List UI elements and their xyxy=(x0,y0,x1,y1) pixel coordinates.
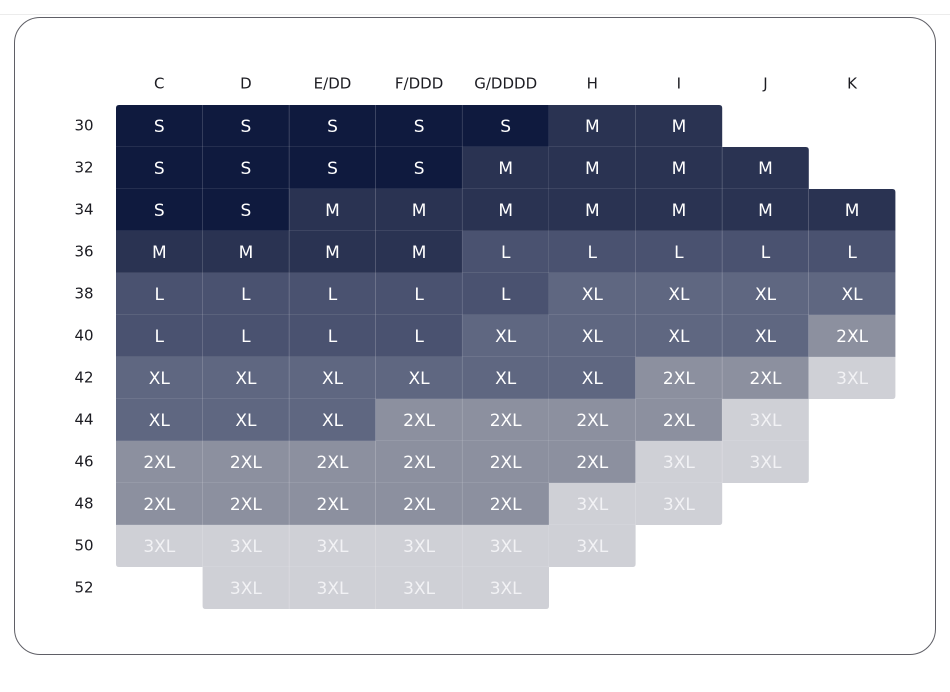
row-header-52: 52 xyxy=(74,578,94,597)
size-cell-46-d xyxy=(203,441,290,483)
size-cell-44-h xyxy=(549,399,636,441)
size-cell-30-h xyxy=(549,105,636,147)
size-cell-38-h xyxy=(549,273,636,315)
size-cell-40-k xyxy=(809,315,896,357)
size-cell-32-g-dddd xyxy=(462,147,549,189)
size-cell-label: 2XL xyxy=(403,453,436,473)
size-cell-label: 2XL xyxy=(489,453,522,473)
size-cell-label: M xyxy=(325,243,340,263)
size-cell-label: XL xyxy=(581,327,603,347)
size-cell-label: S xyxy=(327,117,338,137)
size-cell-label: XL xyxy=(581,369,603,389)
row-header-40: 40 xyxy=(74,326,94,345)
size-cell-label: XL xyxy=(321,411,344,431)
size-cell-44-f-ddd xyxy=(376,399,463,441)
size-cell-label: XL xyxy=(148,369,170,389)
size-cell-38-k xyxy=(809,273,896,315)
size-cell-label: S xyxy=(500,117,512,137)
size-cell-label: XL xyxy=(581,285,603,305)
size-cell-label: M xyxy=(758,159,773,179)
size-cell-label: L xyxy=(154,327,165,347)
size-cell-label: 2XL xyxy=(143,495,176,515)
size-cell-label: L xyxy=(327,285,338,305)
size-cell-label: M xyxy=(671,201,687,221)
size-cell-label: L xyxy=(414,327,424,347)
size-cell-50-h xyxy=(549,525,636,567)
size-cell-48-d xyxy=(203,483,290,525)
size-cell-label: 3XL xyxy=(143,537,176,557)
size-cell-label: 3XL xyxy=(662,495,695,515)
size-cell-label: L xyxy=(674,243,684,263)
size-cell-42-g-dddd xyxy=(462,357,549,399)
size-cell-label: M xyxy=(498,159,514,179)
size-cell-label: 2XL xyxy=(576,453,609,473)
size-cell-48-e-dd xyxy=(289,483,376,525)
column-header-f-ddd: F/DDD xyxy=(394,74,444,93)
size-cell-30-i xyxy=(636,105,723,147)
size-cell-50-f-ddd xyxy=(376,525,463,567)
size-cell-34-i xyxy=(636,189,723,231)
size-cell-36-e-dd xyxy=(289,231,376,273)
size-cell-34-d xyxy=(203,189,290,231)
size-cell-42-i xyxy=(636,357,723,399)
row-header-32: 32 xyxy=(74,158,94,177)
size-cell-38-i xyxy=(636,273,723,315)
size-cell-label: 3XL xyxy=(229,537,262,557)
column-header-j: J xyxy=(763,74,768,93)
size-cell-label: 3XL xyxy=(403,537,436,557)
size-cell-34-h xyxy=(549,189,636,231)
size-cell-label: S xyxy=(240,117,252,137)
size-cell-42-d xyxy=(203,357,290,399)
size-cell-label: 3XL xyxy=(662,453,695,473)
row-header-36: 36 xyxy=(74,242,94,261)
size-cell-40-g-dddd xyxy=(462,315,549,357)
row-header-42: 42 xyxy=(74,368,94,387)
size-cell-label: XL xyxy=(754,285,777,305)
size-cell-label: L xyxy=(414,285,424,305)
size-cell-50-g-dddd xyxy=(462,525,549,567)
size-cell-label: L xyxy=(241,285,251,305)
size-cell-label: XL xyxy=(841,285,863,305)
size-cell-label: 2XL xyxy=(836,327,869,347)
size-cell-52-d xyxy=(203,567,290,609)
row-header-50: 50 xyxy=(74,536,94,555)
size-cell-48-c xyxy=(116,483,203,525)
size-cell-38-c xyxy=(116,273,203,315)
size-cell-52-e-dd xyxy=(289,567,376,609)
size-cell-label: XL xyxy=(321,369,344,389)
size-cell-label: 2XL xyxy=(403,411,436,431)
size-cell-label: L xyxy=(500,243,511,263)
size-cell-label: 3XL xyxy=(229,579,262,599)
size-cell-52-f-ddd xyxy=(376,567,463,609)
size-cell-32-e-dd xyxy=(289,147,376,189)
size-cell-36-h xyxy=(549,231,636,273)
size-cell-label: XL xyxy=(668,285,690,305)
size-cell-34-c xyxy=(116,189,203,231)
size-cell-36-i xyxy=(636,231,723,273)
size-cell-30-g-dddd xyxy=(462,105,549,147)
size-cell-label: 3XL xyxy=(749,411,782,431)
size-cell-44-e-dd xyxy=(289,399,376,441)
size-cell-46-h xyxy=(549,441,636,483)
size-cell-32-i xyxy=(636,147,723,189)
size-cell-label: L xyxy=(587,243,598,263)
size-cell-48-f-ddd xyxy=(376,483,463,525)
size-cell-label: M xyxy=(671,159,687,179)
size-cell-46-e-dd xyxy=(289,441,376,483)
row-header-30: 30 xyxy=(74,116,94,135)
size-cell-34-f-ddd xyxy=(376,189,463,231)
size-cell-32-c xyxy=(116,147,203,189)
size-cell-40-i xyxy=(636,315,723,357)
row-header-38: 38 xyxy=(74,284,94,303)
size-cell-label: L xyxy=(760,243,771,263)
size-cell-34-e-dd xyxy=(289,189,376,231)
size-cell-label: L xyxy=(327,327,338,347)
size-cell-label: M xyxy=(844,201,860,221)
size-cell-42-k xyxy=(809,357,896,399)
size-cell-label: 3XL xyxy=(749,453,782,473)
size-cell-30-f-ddd xyxy=(376,105,463,147)
size-cell-label: 2XL xyxy=(749,369,782,389)
size-cell-36-d xyxy=(203,231,290,273)
size-cell-46-i xyxy=(636,441,723,483)
size-cell-label: S xyxy=(153,159,165,179)
size-cell-30-d xyxy=(203,105,290,147)
column-header-c: C xyxy=(154,74,165,93)
size-cell-label: XL xyxy=(235,369,257,389)
size-cell-32-f-ddd xyxy=(376,147,463,189)
column-header-d: D xyxy=(240,74,252,93)
size-cell-label: 2XL xyxy=(662,411,695,431)
size-cell-36-j xyxy=(722,231,809,273)
size-cell-label: XL xyxy=(754,327,777,347)
size-cell-label: XL xyxy=(495,327,517,347)
size-cell-label: 3XL xyxy=(403,579,436,599)
size-cell-label: M xyxy=(584,117,600,137)
size-cell-44-c xyxy=(116,399,203,441)
size-cell-36-c xyxy=(116,231,203,273)
size-cell-label: XL xyxy=(668,327,690,347)
size-cell-label: XL xyxy=(235,411,257,431)
size-cell-38-g-dddd xyxy=(462,273,549,315)
size-cell-38-f-ddd xyxy=(376,273,463,315)
size-cell-40-h xyxy=(549,315,636,357)
size-cell-label: M xyxy=(584,201,600,221)
size-cell-44-d xyxy=(203,399,290,441)
size-cell-label: M xyxy=(238,243,254,263)
size-cell-40-d xyxy=(203,315,290,357)
size-cell-50-c xyxy=(116,525,203,567)
size-cell-46-j xyxy=(722,441,809,483)
size-cell-42-f-ddd xyxy=(376,357,463,399)
size-cell-42-h xyxy=(549,357,636,399)
column-header-e-dd: E/DD xyxy=(313,74,352,93)
size-cell-label: 3XL xyxy=(489,579,522,599)
size-cell-label: 2XL xyxy=(489,411,522,431)
size-cell-30-c xyxy=(116,105,203,147)
size-cell-label: 2XL xyxy=(489,495,522,515)
size-cell-label: M xyxy=(498,201,514,221)
size-cell-label: 2XL xyxy=(143,453,176,473)
row-header-46: 46 xyxy=(74,452,94,471)
size-cell-36-k xyxy=(809,231,896,273)
size-cell-40-c xyxy=(116,315,203,357)
size-cell-label: 3XL xyxy=(576,495,609,515)
size-cell-label: 2XL xyxy=(229,495,262,515)
size-cell-38-e-dd xyxy=(289,273,376,315)
row-header-34: 34 xyxy=(74,200,94,219)
size-cell-label: L xyxy=(847,243,857,263)
size-cell-label: L xyxy=(241,327,251,347)
size-cell-30-e-dd xyxy=(289,105,376,147)
size-cell-label: S xyxy=(240,159,252,179)
size-cell-50-e-dd xyxy=(289,525,376,567)
size-cell-label: M xyxy=(671,117,687,137)
size-cell-38-j xyxy=(722,273,809,315)
size-cell-44-i xyxy=(636,399,723,441)
size-cell-42-c xyxy=(116,357,203,399)
size-cell-label: M xyxy=(411,201,427,221)
size-cell-52-g-dddd xyxy=(462,567,549,609)
size-cell-34-g-dddd xyxy=(462,189,549,231)
size-cell-label: 3XL xyxy=(576,537,609,557)
size-cell-40-e-dd xyxy=(289,315,376,357)
size-cell-label: M xyxy=(151,243,167,263)
size-cell-label: S xyxy=(327,159,338,179)
size-cell-46-g-dddd xyxy=(462,441,549,483)
size-cell-48-i xyxy=(636,483,723,525)
column-header-i: I xyxy=(676,74,682,93)
size-cell-label: 2XL xyxy=(576,411,609,431)
column-header-h: H xyxy=(586,74,598,93)
size-cell-label: M xyxy=(758,201,773,221)
size-cell-label: 3XL xyxy=(489,537,522,557)
size-cell-label: XL xyxy=(495,369,517,389)
size-cell-label: 3XL xyxy=(836,369,869,389)
row-header-48: 48 xyxy=(74,494,94,513)
size-cell-label: 2XL xyxy=(229,453,262,473)
size-cell-label: M xyxy=(584,159,600,179)
size-cell-label: S xyxy=(413,117,425,137)
column-header-g-dddd: G/DDDD xyxy=(474,74,538,93)
size-cell-44-g-dddd xyxy=(462,399,549,441)
size-cell-32-j xyxy=(722,147,809,189)
size-cell-label: 3XL xyxy=(316,579,349,599)
size-cell-32-h xyxy=(549,147,636,189)
size-cell-40-j xyxy=(722,315,809,357)
size-cell-label: S xyxy=(240,201,252,221)
size-cell-42-j xyxy=(722,357,809,399)
size-cell-48-g-dddd xyxy=(462,483,549,525)
size-cell-label: L xyxy=(500,285,511,305)
size-cell-label: 2XL xyxy=(662,369,695,389)
size-cell-label: 2XL xyxy=(316,495,349,515)
size-cell-label: M xyxy=(325,201,340,221)
size-cell-40-f-ddd xyxy=(376,315,463,357)
size-cell-34-j xyxy=(722,189,809,231)
size-cell-label: 3XL xyxy=(316,537,349,557)
size-cell-label: 2XL xyxy=(403,495,436,515)
size-cell-46-c xyxy=(116,441,203,483)
size-cell-42-e-dd xyxy=(289,357,376,399)
size-cell-48-h xyxy=(549,483,636,525)
row-header-44: 44 xyxy=(74,410,94,429)
size-cell-label: M xyxy=(411,243,427,263)
size-cell-36-f-ddd xyxy=(376,231,463,273)
size-cell-36-g-dddd xyxy=(462,231,549,273)
size-cell-label: XL xyxy=(408,369,430,389)
size-cell-46-f-ddd xyxy=(376,441,463,483)
size-cell-label: S xyxy=(153,117,165,137)
size-cell-34-k xyxy=(809,189,896,231)
size-cell-32-d xyxy=(203,147,290,189)
size-cell-38-d xyxy=(203,273,290,315)
column-header-k: K xyxy=(847,74,858,93)
size-cell-label: 2XL xyxy=(316,453,349,473)
size-cell-44-j xyxy=(722,399,809,441)
size-cell-label: L xyxy=(154,285,165,305)
size-cell-label: S xyxy=(153,201,165,221)
size-cell-label: XL xyxy=(148,411,170,431)
size-cell-50-d xyxy=(203,525,290,567)
size-cell-label: S xyxy=(413,159,425,179)
